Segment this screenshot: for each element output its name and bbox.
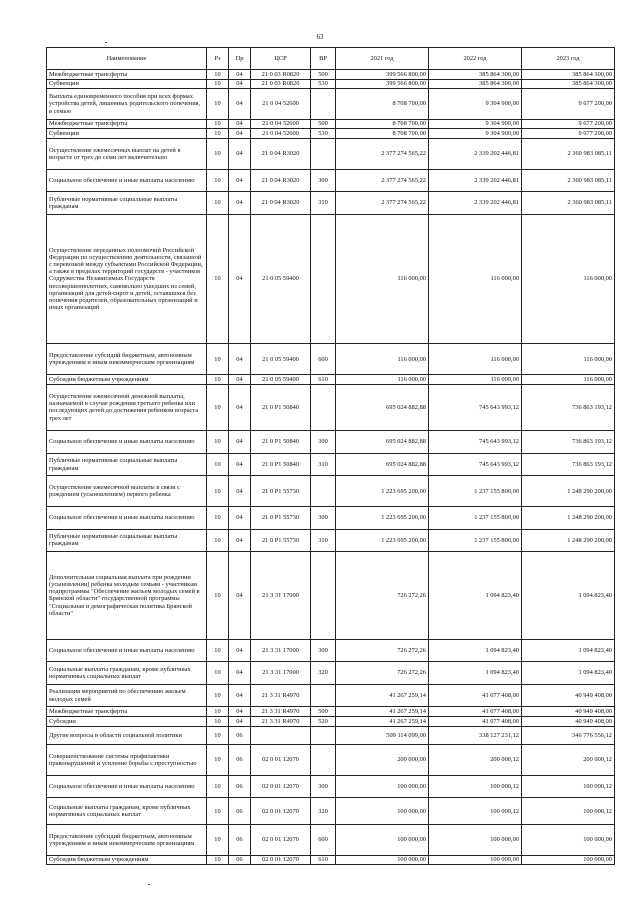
row-name: Субсидии: [47, 717, 207, 727]
table-row: [47, 431, 615, 454]
row-vr: 310: [311, 192, 336, 215]
row-vr: 500: [311, 70, 336, 80]
table-row: [47, 138, 615, 169]
row-rz: 10: [207, 662, 229, 685]
row-2023: 40 949 408,00: [522, 707, 615, 717]
row-name: Межбюджетные трансферты: [47, 70, 207, 80]
row-2021: 8 708 700,00: [336, 129, 429, 139]
row-pr: 06: [229, 825, 251, 856]
row-2021: 100 000,00: [336, 798, 429, 825]
row-rz: 10: [207, 798, 229, 825]
row-vr: 610: [311, 855, 336, 865]
row-pr: 04: [229, 552, 251, 640]
row-rz: 10: [207, 70, 229, 80]
row-2022: 1 237 155 800,00: [429, 506, 522, 529]
row-2022: 338 127 231,12: [429, 726, 522, 745]
row-2021: 726 272,26: [336, 662, 429, 685]
row-pr: 04: [229, 707, 251, 717]
header-vr: ВР: [311, 48, 336, 70]
row-pr: 06: [229, 745, 251, 776]
row-vr: 300: [311, 775, 336, 798]
row-name: Социальное обеспечение и иные выплаты населению: [47, 169, 207, 192]
row-2021: 8 708 700,00: [336, 119, 429, 129]
row-vr: 600: [311, 344, 336, 375]
row-rz: 10: [207, 431, 229, 454]
row-2023: 9 677 200,00: [522, 89, 615, 120]
row-2023: 346 776 556,12: [522, 726, 615, 745]
row-csr: 21 0 03 R0820: [251, 79, 311, 89]
row-name: Публичные нормативные социальные выплаты гражданам: [47, 453, 207, 476]
table-row: [47, 684, 615, 707]
row-2023: 40 949 408,00: [522, 684, 615, 707]
row-2022: 116 000,00: [429, 344, 522, 375]
row-2021: 41 267 259,14: [336, 707, 429, 717]
row-rz: 10: [207, 639, 229, 662]
row-csr: 21 0 03 R0820: [251, 70, 311, 80]
row-2022: 1 094 823,40: [429, 662, 522, 685]
row-pr: 04: [229, 374, 251, 384]
row-2022: 745 643 993,12: [429, 384, 522, 431]
row-rz: 10: [207, 119, 229, 129]
row-2023: 736 863 193,12: [522, 431, 615, 454]
table-row: [47, 662, 615, 685]
row-name: Социальное обеспечение и иные выплаты населению: [47, 506, 207, 529]
row-name: Осуществление ежемесячных выплат на детей в возрасте от трех до семи лет включительно: [47, 138, 207, 169]
table-row: [47, 798, 615, 825]
row-pr: 04: [229, 344, 251, 375]
row-2023: 40 949 408,00: [522, 717, 615, 727]
row-rz: 10: [207, 855, 229, 865]
table-row: [47, 775, 615, 798]
row-vr: [311, 552, 336, 640]
row-csr: [251, 726, 311, 745]
row-vr: 520: [311, 717, 336, 727]
row-rz: 10: [207, 453, 229, 476]
row-name: Социальное обеспечение и иные выплаты населению: [47, 639, 207, 662]
row-2022: 1 237 155 800,00: [429, 529, 522, 552]
row-2023: 1 094 823,40: [522, 639, 615, 662]
row-csr: 21 3 31 17000: [251, 639, 311, 662]
row-2023: 100 000,00: [522, 825, 615, 856]
row-2023: 116 000,00: [522, 344, 615, 375]
row-2022: 100 000,12: [429, 798, 522, 825]
row-csr: 21 0 P1 55730: [251, 476, 311, 507]
header-2023: 2023 год: [522, 48, 615, 70]
row-2021: 726 272,26: [336, 639, 429, 662]
row-2023: 385 864 300,00: [522, 79, 615, 89]
row-vr: 310: [311, 529, 336, 552]
table-row: [47, 453, 615, 476]
row-csr: 21 0 05 59400: [251, 374, 311, 384]
row-name: Субсидии бюджетным учреждениям: [47, 374, 207, 384]
row-csr: 02 0 01 12070: [251, 825, 311, 856]
row-2022: 9 304 900,00: [429, 129, 522, 139]
row-2023: 1 248 290 200,00: [522, 506, 615, 529]
row-2022: 100 000,12: [429, 775, 522, 798]
row-pr: 04: [229, 506, 251, 529]
row-rz: 10: [207, 726, 229, 745]
row-2021: 695 024 882,88: [336, 431, 429, 454]
row-csr: 02 0 01 12070: [251, 775, 311, 798]
row-csr: 02 0 01 12070: [251, 745, 311, 776]
row-csr: 21 3 31 R4970: [251, 684, 311, 707]
row-rz: 10: [207, 552, 229, 640]
row-2021: 2 377 274 565,22: [336, 169, 429, 192]
row-rz: 10: [207, 745, 229, 776]
row-rz: 10: [207, 476, 229, 507]
row-name: Субвенции: [47, 129, 207, 139]
row-pr: 04: [229, 453, 251, 476]
row-2021: 695 024 882,88: [336, 453, 429, 476]
row-csr: 02 0 01 12070: [251, 855, 311, 865]
row-pr: 04: [229, 214, 251, 344]
row-2021: 116 000,00: [336, 344, 429, 375]
row-name: Осуществление ежемесячной выплаты в связи с рождением (усыновлением) первого ребенка: [47, 476, 207, 507]
table-row: [47, 169, 615, 192]
table-row: [47, 119, 615, 129]
row-2021: 8 708 700,00: [336, 89, 429, 120]
row-2022: 385 864 300,00: [429, 70, 522, 80]
row-2022: 41 077 408,00: [429, 717, 522, 727]
row-csr: 21 0 P1 55730: [251, 506, 311, 529]
row-pr: 04: [229, 639, 251, 662]
row-rz: 10: [207, 192, 229, 215]
row-2022: 2 339 202 446,81: [429, 138, 522, 169]
row-2022: 100 000,00: [429, 825, 522, 856]
row-name: Социальное обеспечение и иные выплаты населению: [47, 431, 207, 454]
row-csr: 21 0 04 52600: [251, 119, 311, 129]
row-rz: 10: [207, 825, 229, 856]
row-vr: [311, 726, 336, 745]
row-pr: 04: [229, 384, 251, 431]
table-row: [47, 825, 615, 856]
row-name: Публичные нормативные социальные выплаты гражданам: [47, 192, 207, 215]
row-vr: 320: [311, 798, 336, 825]
row-vr: 300: [311, 169, 336, 192]
table-row: [47, 506, 615, 529]
row-vr: [311, 138, 336, 169]
row-2022: 9 304 900,00: [429, 89, 522, 120]
table-row: [47, 529, 615, 552]
table-row: [47, 384, 615, 431]
row-csr: 21 0 05 59400: [251, 214, 311, 344]
row-2023: 736 863 193,12: [522, 453, 615, 476]
table-row: [47, 552, 615, 640]
row-rz: 10: [207, 684, 229, 707]
row-2022: 745 643 993,12: [429, 431, 522, 454]
row-2021: 1 223 695 200,00: [336, 529, 429, 552]
scan-speck: [148, 884, 150, 885]
row-pr: 04: [229, 684, 251, 707]
row-2021: 399 566 800,00: [336, 79, 429, 89]
row-name: Межбюджетные трансферты: [47, 707, 207, 717]
row-2021: 41 267 259,14: [336, 684, 429, 707]
table-row: [47, 639, 615, 662]
row-2021: 100 000,00: [336, 855, 429, 865]
row-name: Предоставление субсидий бюджетным, автономным учреждениям и иным некоммерческим организациям: [47, 344, 207, 375]
row-2023: 1 094 823,40: [522, 552, 615, 640]
row-vr: 300: [311, 431, 336, 454]
table-row: [47, 726, 615, 745]
table-body: [47, 70, 615, 865]
table-row: [47, 476, 615, 507]
row-rz: 10: [207, 717, 229, 727]
row-pr: 04: [229, 192, 251, 215]
row-pr: 04: [229, 476, 251, 507]
row-2021: 695 024 882,88: [336, 384, 429, 431]
row-csr: 21 0 P1 50840: [251, 431, 311, 454]
row-vr: 300: [311, 639, 336, 662]
row-pr: 04: [229, 717, 251, 727]
row-2021: 41 267 259,14: [336, 717, 429, 727]
table-row: [47, 70, 615, 80]
header-2022: 2022 год: [429, 48, 522, 70]
row-2023: 9 677 200,00: [522, 119, 615, 129]
row-vr: 500: [311, 119, 336, 129]
row-rz: 10: [207, 169, 229, 192]
row-csr: 21 0 04 R3020: [251, 192, 311, 215]
table-row: [47, 717, 615, 727]
row-2022: 1 094 823,40: [429, 552, 522, 640]
row-pr: 04: [229, 119, 251, 129]
row-2023: 9 677 200,00: [522, 129, 615, 139]
row-name: Субсидии бюджетным учреждениям: [47, 855, 207, 865]
table-row: [47, 374, 615, 384]
row-csr: 02 0 01 12070: [251, 798, 311, 825]
row-2022: 385 864 300,00: [429, 79, 522, 89]
row-pr: 04: [229, 431, 251, 454]
row-csr: 21 3 31 R4970: [251, 717, 311, 727]
row-name: Предоставление субсидий бюджетным, автономным учреждениям и иным некоммерческим организациям: [47, 825, 207, 856]
table-row: [47, 192, 615, 215]
row-rz: 10: [207, 89, 229, 120]
row-csr: 21 3 31 R4970: [251, 707, 311, 717]
row-vr: [311, 384, 336, 431]
row-vr: 300: [311, 506, 336, 529]
row-name: Публичные нормативные социальные выплаты гражданам: [47, 529, 207, 552]
row-vr: 310: [311, 453, 336, 476]
row-2022: 9 304 900,00: [429, 119, 522, 129]
row-vr: 530: [311, 129, 336, 139]
row-rz: 10: [207, 344, 229, 375]
row-2023: 1 248 290 200,00: [522, 476, 615, 507]
row-2023: 116 000,00: [522, 374, 615, 384]
table-row: [47, 214, 615, 344]
row-2023: 2 360 983 085,11: [522, 169, 615, 192]
header-2021: 2021 год: [336, 48, 429, 70]
row-pr: 06: [229, 798, 251, 825]
row-2021: 116 000,00: [336, 374, 429, 384]
row-rz: 10: [207, 775, 229, 798]
row-2022: 2 339 202 446,81: [429, 192, 522, 215]
row-name: Осуществление переданных полномочий Российской Федерации по осуществлению деятельности, связанной с перевозкой между субъектами Российской Федерации, а также в пределах территорий государств - участников Содружества Независимых Государств несовершеннолетних, самовольно ушедших из семей, организаций для детей-сирот и детей, оставшихся без попечения родителей, образовательных организаций и иных организаций: [47, 214, 207, 344]
row-vr: 320: [311, 662, 336, 685]
row-2023: 736 863 193,12: [522, 384, 615, 431]
table-row: [47, 855, 615, 865]
row-pr: 06: [229, 855, 251, 865]
row-2023: 2 360 983 085,11: [522, 192, 615, 215]
row-csr: 21 0 04 52600: [251, 89, 311, 120]
header-csr: ЦСР: [251, 48, 311, 70]
header-rz: Рз: [207, 48, 229, 70]
row-rz: 10: [207, 374, 229, 384]
table-row: [47, 79, 615, 89]
row-csr: 21 0 04 R3020: [251, 169, 311, 192]
row-pr: 04: [229, 138, 251, 169]
row-name: Другие вопросы в области социальной политики: [47, 726, 207, 745]
table-header-row: [47, 48, 615, 70]
row-2021: 2 377 274 565,22: [336, 192, 429, 215]
row-pr: 06: [229, 726, 251, 745]
row-2021: 1 223 695 200,00: [336, 476, 429, 507]
row-rz: 10: [207, 129, 229, 139]
row-csr: 21 0 P1 50840: [251, 453, 311, 476]
row-vr: [311, 745, 336, 776]
row-rz: 10: [207, 506, 229, 529]
row-2023: 385 864 300,00: [522, 70, 615, 80]
row-csr: 21 0 P1 50840: [251, 384, 311, 431]
row-2022: 200 000,12: [429, 745, 522, 776]
row-pr: 04: [229, 662, 251, 685]
row-2023: 1 094 823,40: [522, 662, 615, 685]
row-name: Социальные выплаты гражданам, кроме публичных нормативных социальных выплат: [47, 798, 207, 825]
row-pr: 04: [229, 169, 251, 192]
table-row: [47, 89, 615, 120]
row-2023: 200 000,12: [522, 745, 615, 776]
row-2021: 1 223 695 200,00: [336, 506, 429, 529]
row-2023: 100 000,12: [522, 798, 615, 825]
row-2023: 1 248 290 200,00: [522, 529, 615, 552]
row-2021: 399 566 800,00: [336, 70, 429, 80]
row-vr: [311, 89, 336, 120]
row-pr: 04: [229, 70, 251, 80]
scan-speck: [105, 42, 107, 43]
row-csr: 21 3 31 17000: [251, 552, 311, 640]
row-2022: 1 237 155 800,00: [429, 476, 522, 507]
row-2022: 1 094 823,40: [429, 639, 522, 662]
table-row: [47, 129, 615, 139]
row-2021: 200 000,00: [336, 745, 429, 776]
row-2023: 100 000,00: [522, 855, 615, 865]
row-2023: 100 000,12: [522, 775, 615, 798]
row-name: Субвенции: [47, 79, 207, 89]
table-row: [47, 707, 615, 717]
row-csr: 21 0 04 52600: [251, 129, 311, 139]
row-csr: 21 0 P1 55730: [251, 529, 311, 552]
row-pr: 04: [229, 529, 251, 552]
row-2022: 116 000,00: [429, 374, 522, 384]
row-rz: 10: [207, 707, 229, 717]
table-row: [47, 344, 615, 375]
row-pr: 04: [229, 79, 251, 89]
row-rz: 10: [207, 214, 229, 344]
row-pr: 06: [229, 775, 251, 798]
row-rz: 10: [207, 79, 229, 89]
row-2021: 2 377 274 565,22: [336, 138, 429, 169]
row-2021: 509 114 099,00: [336, 726, 429, 745]
row-vr: [311, 214, 336, 344]
row-csr: 21 0 05 59400: [251, 344, 311, 375]
row-csr: 21 0 04 R3020: [251, 138, 311, 169]
row-2022: 41 077 408,00: [429, 684, 522, 707]
row-2021: 100 000,00: [336, 775, 429, 798]
row-pr: 04: [229, 89, 251, 120]
row-2021: 116 000,00: [336, 214, 429, 344]
row-vr: [311, 684, 336, 707]
row-pr: 04: [229, 129, 251, 139]
row-name: Осуществление ежемесячной денежной выплаты, назначаемой в случае рождения третьего ребенка или последующих детей до достижения ребенком возраста трех лет: [47, 384, 207, 431]
row-vr: 500: [311, 707, 336, 717]
row-name: Социальные выплаты гражданам, кроме публичных нормативных социальных выплат: [47, 662, 207, 685]
row-name: Социальное обеспечение и иные выплаты населению: [47, 775, 207, 798]
row-2022: 116 000,00: [429, 214, 522, 344]
row-2022: 2 339 202 446,81: [429, 169, 522, 192]
row-vr: 600: [311, 825, 336, 856]
row-name: Дополнительная социальная выплата при рождении (усыновлении) ребенка молодым семьям - участникам подпрограммы "Обеспечение жильем молодых семей в Брянской области" государственной программы "Социальная и демографическая политика Брянской области": [47, 552, 207, 640]
row-name: Межбюджетные трансферты: [47, 119, 207, 129]
row-2023: 116 000,00: [522, 214, 615, 344]
row-csr: 21 3 31 17000: [251, 662, 311, 685]
row-2022: 41 077 408,00: [429, 707, 522, 717]
row-name: Выплата единовременного пособия при всех формах устройства детей, лишенных родительского попечения, в семью: [47, 89, 207, 120]
header-name: Наименование: [47, 48, 207, 70]
row-name: Совершенствование системы профилактики правонарушений и усиление борьбы с преступностью: [47, 745, 207, 776]
row-vr: 610: [311, 374, 336, 384]
row-2022: 100 000,00: [429, 855, 522, 865]
row-2021: 100 000,00: [336, 825, 429, 856]
header-pr: Пр: [229, 48, 251, 70]
row-name: Реализация мероприятий по обеспечению жильем молодых семей: [47, 684, 207, 707]
row-2022: 745 643 993,12: [429, 453, 522, 476]
row-rz: 10: [207, 384, 229, 431]
page-number: 63: [316, 33, 324, 41]
row-2023: 2 360 983 085,11: [522, 138, 615, 169]
row-vr: [311, 476, 336, 507]
row-rz: 10: [207, 138, 229, 169]
row-2021: 726 272,26: [336, 552, 429, 640]
row-rz: 10: [207, 529, 229, 552]
budget-table: [46, 47, 615, 865]
row-vr: 530: [311, 79, 336, 89]
table-row: [47, 745, 615, 776]
